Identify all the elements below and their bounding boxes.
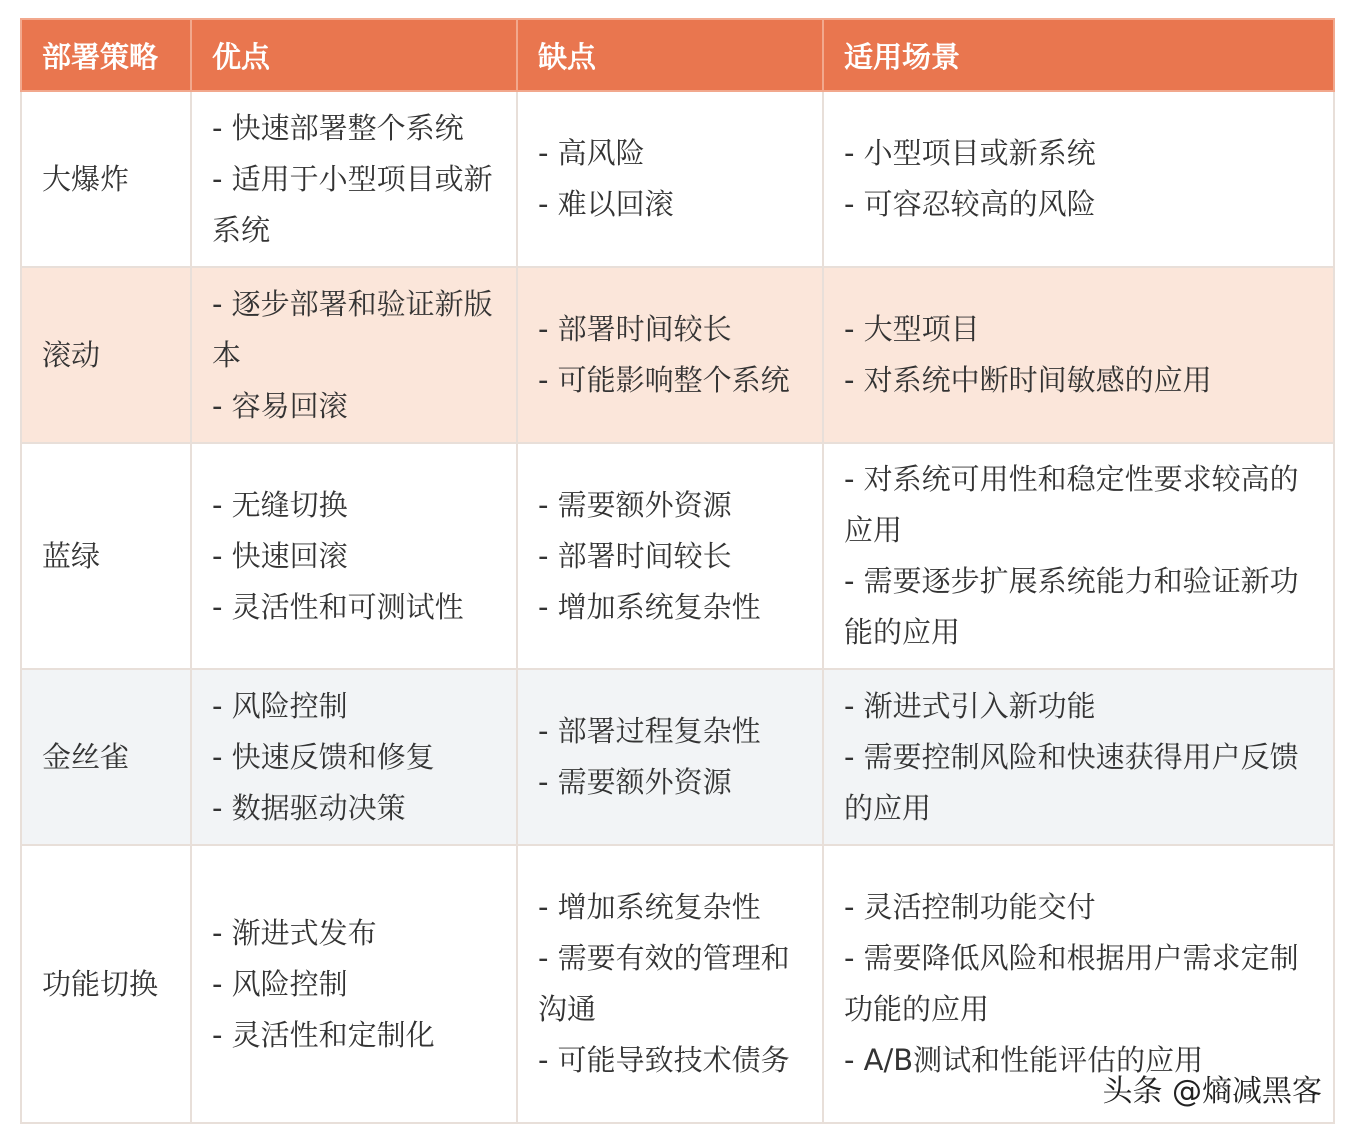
pros-cell (191, 267, 517, 443)
cons-item: - 可能影响整个系统 (538, 363, 790, 397)
scenario-item: - 需要降低风险和根据用户需求定制功能的应用 (844, 941, 1299, 1026)
pros-item: - 快速部署整个系统 (212, 110, 464, 145)
strategy-cell: 滚动 (21, 267, 191, 443)
cons-item: - 需要有效的管理和沟通 (538, 941, 790, 1026)
table-row (21, 669, 1334, 845)
scenarios-cell (823, 91, 1334, 267)
scenario-item: - 可容忍较高的风险 (844, 187, 1096, 221)
table-row (21, 443, 1334, 669)
scenarios-cell (823, 443, 1334, 669)
scenario-item: - 对系统中断时间敏感的应用 (844, 363, 1212, 397)
scenario-item: - 需要控制风险和快速获得用户反馈的应用 (844, 739, 1299, 825)
cons-item: - 部署过程复杂性 (538, 714, 761, 748)
table-row (21, 267, 1334, 443)
deployment-strategy-table (20, 18, 1335, 1124)
pros-item: - 灵活性和可测试性 (212, 589, 464, 624)
strategy-cell: 大爆炸 (21, 91, 191, 267)
cons-item: - 增加系统复杂性 (538, 589, 761, 624)
scenario-item: - 渐进式引入新功能 (844, 688, 1096, 723)
cons-item: - 难以回滚 (538, 187, 674, 221)
pros-item: - 数据驱动决策 (212, 790, 406, 825)
pros-item: - 快速回滚 (212, 538, 348, 573)
cons-item: - 增加系统复杂性 (538, 890, 761, 924)
pros-item: - 无缝切换 (212, 487, 348, 522)
pros-item: - 适用于小型项目或新系统 (212, 161, 493, 247)
cons-item: - 高风险 (538, 136, 645, 170)
scenario-item: - A/B测试和性能评估的应用 (844, 1043, 1204, 1077)
pros-item: - 容易回滚 (212, 388, 348, 423)
scenario-item: - 大型项目 (844, 312, 980, 346)
table-header-row (21, 19, 1334, 91)
cons-item: - 部署时间较长 (538, 538, 732, 573)
strategy-cell: 功能切换 (21, 845, 191, 1123)
strategy-cell: 蓝绿 (21, 443, 191, 669)
scenarios-cell (823, 669, 1334, 845)
pros-cell (191, 669, 517, 845)
header-strategy: 部署策略 (21, 19, 191, 91)
pros-cell (191, 91, 517, 267)
cons-cell (517, 91, 823, 267)
pros-item: - 灵活性和定制化 (212, 1017, 435, 1052)
header-pros: 优点 (191, 19, 517, 91)
pros-item: - 快速反馈和修复 (212, 739, 435, 774)
header-cons: 缺点 (517, 19, 823, 91)
cons-cell (517, 845, 823, 1123)
pros-cell (191, 845, 517, 1123)
pros-item: - 风险控制 (212, 688, 348, 723)
cons-cell (517, 267, 823, 443)
cons-item: - 需要额外资源 (538, 487, 732, 522)
pros-item: - 逐步部署和验证新版本 (212, 286, 493, 372)
header-scenarios: 适用场景 (823, 19, 1334, 91)
cons-item: - 部署时间较长 (538, 312, 732, 346)
pros-item: - 风险控制 (212, 966, 348, 1001)
cons-cell (517, 669, 823, 845)
strategy-cell: 金丝雀 (21, 669, 191, 845)
pros-cell (191, 443, 517, 669)
pros-item: - 渐进式发布 (212, 915, 377, 950)
scenario-item: - 小型项目或新系统 (844, 136, 1096, 170)
scenario-item: - 需要逐步扩展系统能力和验证新功能的应用 (844, 564, 1299, 649)
scenario-item: - 对系统可用性和稳定性要求较高的应用 (844, 462, 1299, 547)
watermark: 头条 @熵减黑客 (1102, 1074, 1322, 1109)
cons-item: - 可能导致技术债务 (538, 1043, 790, 1077)
scenarios-cell (823, 267, 1334, 443)
scenario-item: - 灵活控制功能交付 (844, 890, 1096, 924)
cons-item: - 需要额外资源 (538, 765, 732, 799)
table-row (21, 91, 1334, 267)
cons-cell (517, 443, 823, 669)
